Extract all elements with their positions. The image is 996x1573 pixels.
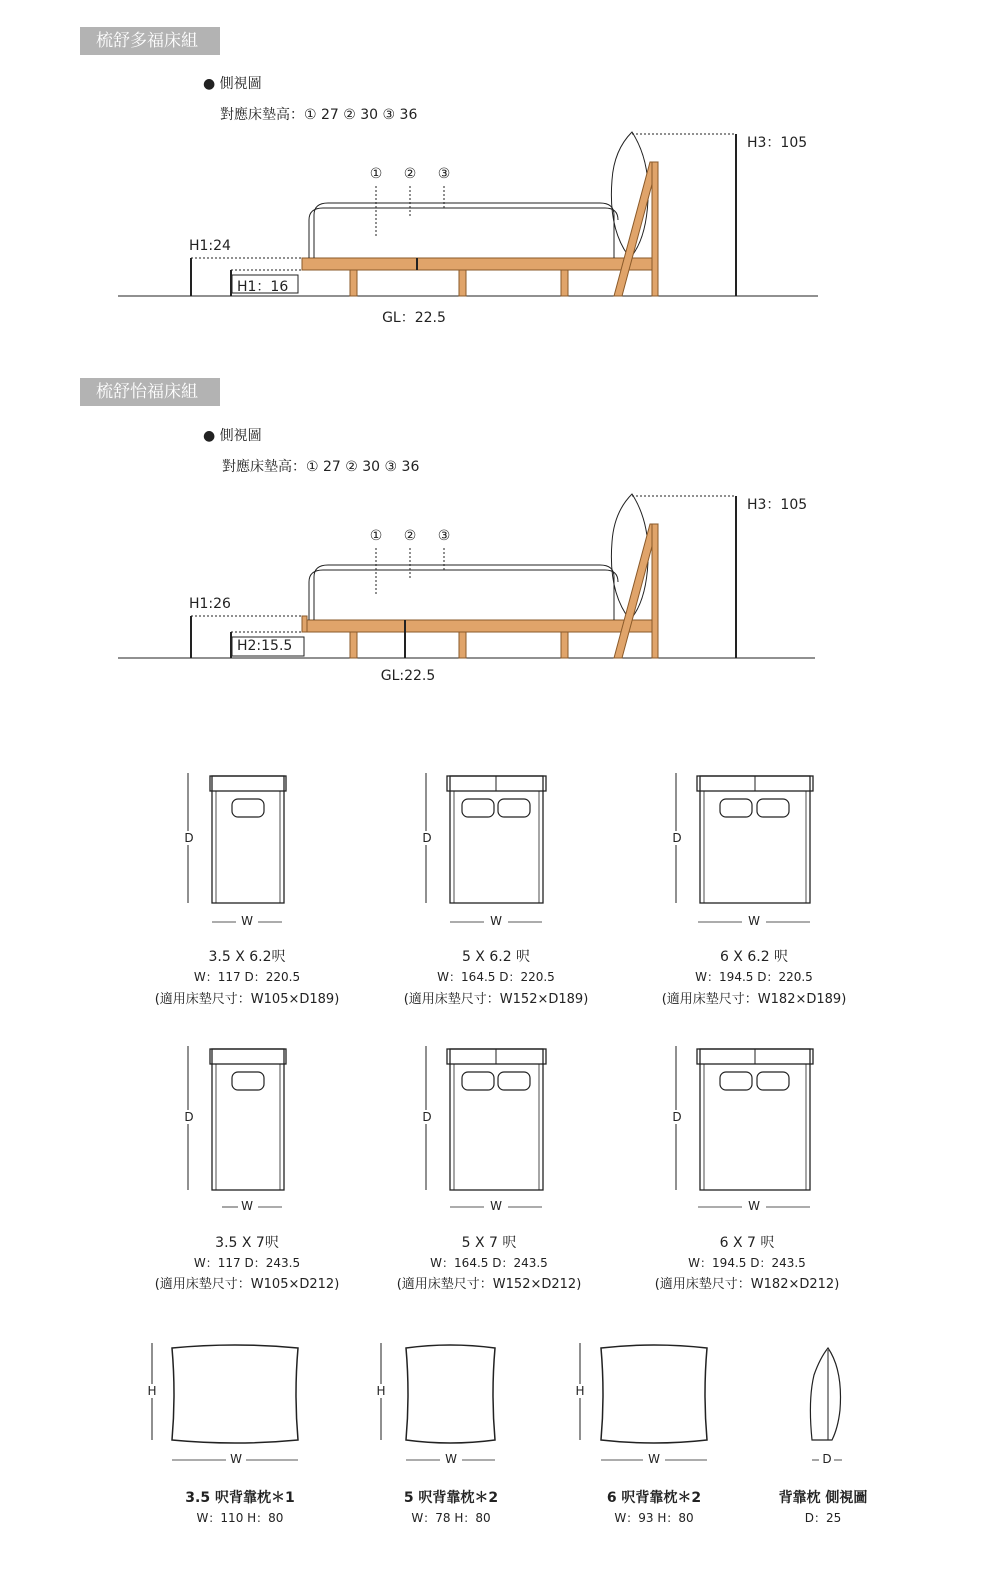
bed-leg — [561, 270, 568, 296]
d-label: D — [422, 831, 432, 845]
section-1-mattress-heights: 對應床墊高：① 27 ② 30 ③ 36 — [220, 107, 418, 123]
bed-outline — [700, 776, 810, 903]
w-label: W — [490, 1199, 502, 1213]
h2-label: H2:15.5 — [237, 638, 293, 654]
bed-leg — [350, 632, 357, 658]
gl-label: GL:22.5 — [380, 668, 436, 684]
w-label: W — [648, 1452, 660, 1466]
mattress-outline — [309, 570, 618, 620]
section-1-title: 梳舒多福床組 — [80, 27, 220, 55]
bed-leg — [561, 632, 568, 658]
mattress — [314, 203, 614, 258]
bed-size-name: 6 X 7 呎 — [719, 1235, 775, 1251]
bed-rail — [302, 258, 654, 270]
h1-outer-label: H1:24 — [189, 238, 231, 254]
mattress-top — [454, 1064, 539, 1190]
bed-size-dims: W：194.5 D：220.5 — [695, 970, 813, 984]
pillow-top — [462, 799, 494, 817]
mattress-outline — [309, 208, 618, 258]
h1-inner-label: H1：16 — [237, 279, 289, 295]
pillow-views — [152, 1343, 842, 1460]
w-label: W — [445, 1452, 457, 1466]
bed-size-name: 5 X 7 呎 — [461, 1235, 517, 1251]
section-2-mattress-heights: 對應床墊高：① 27 ② 30 ③ 36 — [222, 459, 420, 475]
pillow-top — [498, 799, 530, 817]
pillow-top — [720, 1072, 752, 1090]
bed-size-name: 6 X 6.2 呎 — [719, 949, 789, 965]
bed-side-view-1 — [118, 132, 818, 296]
pillow-top — [498, 1072, 530, 1090]
bed-mattress-size: (適用床墊尺寸：W182×D212) — [654, 1277, 840, 1292]
section-2-title: 梳舒怡福床組 — [80, 378, 220, 406]
h-label: H — [575, 1384, 585, 1398]
h-label: H — [147, 1384, 157, 1398]
mattress-top — [454, 791, 539, 903]
pillow-dims: W：110 H：80 — [196, 1511, 284, 1525]
bed-size-name: 5 X 6.2 呎 — [461, 949, 531, 965]
d-label: D — [822, 1452, 832, 1466]
pillow-name: 背靠枕 側視圖 — [778, 1490, 868, 1506]
h1-outer-label: H1:26 — [189, 596, 231, 612]
bed-top-view-row1 — [188, 773, 813, 922]
d-label: D — [422, 1110, 432, 1124]
gl-label: GL：22.5 — [382, 310, 446, 326]
pillow-top — [232, 1072, 264, 1090]
bed-size-dims: W：117 D：220.5 — [193, 970, 301, 984]
bed-mattress-size: (適用床墊尺寸：W152×D212) — [396, 1277, 582, 1292]
bed-mattress-size: (適用床墊尺寸：W182×D189) — [661, 992, 847, 1007]
mattress-top — [216, 1064, 280, 1190]
h3-label: H3：105 — [747, 497, 808, 513]
bed-size-dims: W：164.5 D：243.5 — [430, 1256, 548, 1270]
bed-outline — [450, 1049, 543, 1190]
section-1-side-view-label: ● 側視圖 — [203, 76, 262, 92]
w-label: W — [490, 914, 502, 928]
pillow-dims: D：25 — [804, 1511, 842, 1525]
h-label: H — [376, 1384, 386, 1398]
d-label: D — [184, 831, 194, 845]
pillow-3-5-front — [172, 1345, 298, 1443]
d-label: D — [184, 1110, 194, 1124]
bed-leg — [350, 270, 357, 296]
mattress-top — [704, 1064, 806, 1190]
headboard-slant — [614, 524, 658, 658]
marker-3: ③ — [437, 166, 451, 182]
headboard-post — [652, 524, 658, 658]
bed-outline — [700, 1049, 810, 1190]
pillow-top — [232, 799, 264, 817]
pillow-5-front — [406, 1345, 495, 1443]
bed-size-name: 3.5 X 6.2呎 — [208, 949, 286, 965]
bed-size-name: 3.5 X 7呎 — [215, 1235, 279, 1251]
w-label: W — [230, 1452, 242, 1466]
mattress-top — [216, 791, 280, 903]
bed-top-view-row2 — [188, 1046, 813, 1207]
pillow-name: 5 呎背靠枕＊2 — [403, 1490, 499, 1506]
foot-board — [302, 616, 307, 632]
pillow-side-view — [810, 1348, 840, 1440]
bed-outline — [212, 776, 284, 903]
w-label: W — [748, 914, 760, 928]
bed-size-dims: W：117 D：243.5 — [193, 1256, 301, 1270]
pillow-name: 6 呎背靠枕＊2 — [606, 1490, 702, 1506]
bed-mattress-size: (適用床墊尺寸：W105×D189) — [154, 992, 340, 1007]
d-label: D — [672, 831, 682, 845]
headboard-slant — [614, 162, 658, 296]
marker-2: ② — [403, 528, 417, 544]
pillow-6-front — [601, 1345, 707, 1443]
pillow-name: 3.5 呎背靠枕＊1 — [185, 1490, 295, 1506]
bed-size-dims: W：164.5 D：220.5 — [437, 970, 555, 984]
headboard-post — [652, 162, 658, 296]
marker-1: ① — [369, 528, 383, 544]
pillow-top — [462, 1072, 494, 1090]
bed-leg — [459, 270, 466, 296]
w-label: W — [241, 914, 253, 928]
bed-mattress-size: (適用床墊尺寸：W105×D212) — [154, 1277, 340, 1292]
bed-outline — [450, 776, 543, 903]
mattress-top — [704, 791, 806, 903]
headboard-top — [210, 1049, 286, 1064]
pillow-dims: W：93 H：80 — [614, 1511, 694, 1525]
pillow-top — [757, 1072, 789, 1090]
pillow-top — [720, 799, 752, 817]
section-2-side-view-label: ● 側視圖 — [203, 428, 262, 444]
bed-leg — [459, 632, 466, 658]
mattress — [314, 565, 614, 620]
marker-1: ① — [369, 166, 383, 182]
pillow-dims: W：78 H：80 — [411, 1511, 491, 1525]
bed-side-view-2 — [118, 494, 815, 658]
d-label: D — [672, 1110, 682, 1124]
h3-label: H3：105 — [747, 135, 808, 151]
bed-size-dims: W：194.5 D：243.5 — [688, 1256, 806, 1270]
pillow-top — [757, 799, 789, 817]
bed-outline — [212, 1049, 284, 1190]
w-label: W — [241, 1199, 253, 1213]
bed-mattress-size: (適用床墊尺寸：W152×D189) — [403, 992, 589, 1007]
headboard-top — [210, 776, 286, 791]
w-label: W — [748, 1199, 760, 1213]
marker-3: ③ — [437, 528, 451, 544]
marker-2: ② — [403, 166, 417, 182]
bed-rail — [307, 620, 654, 632]
